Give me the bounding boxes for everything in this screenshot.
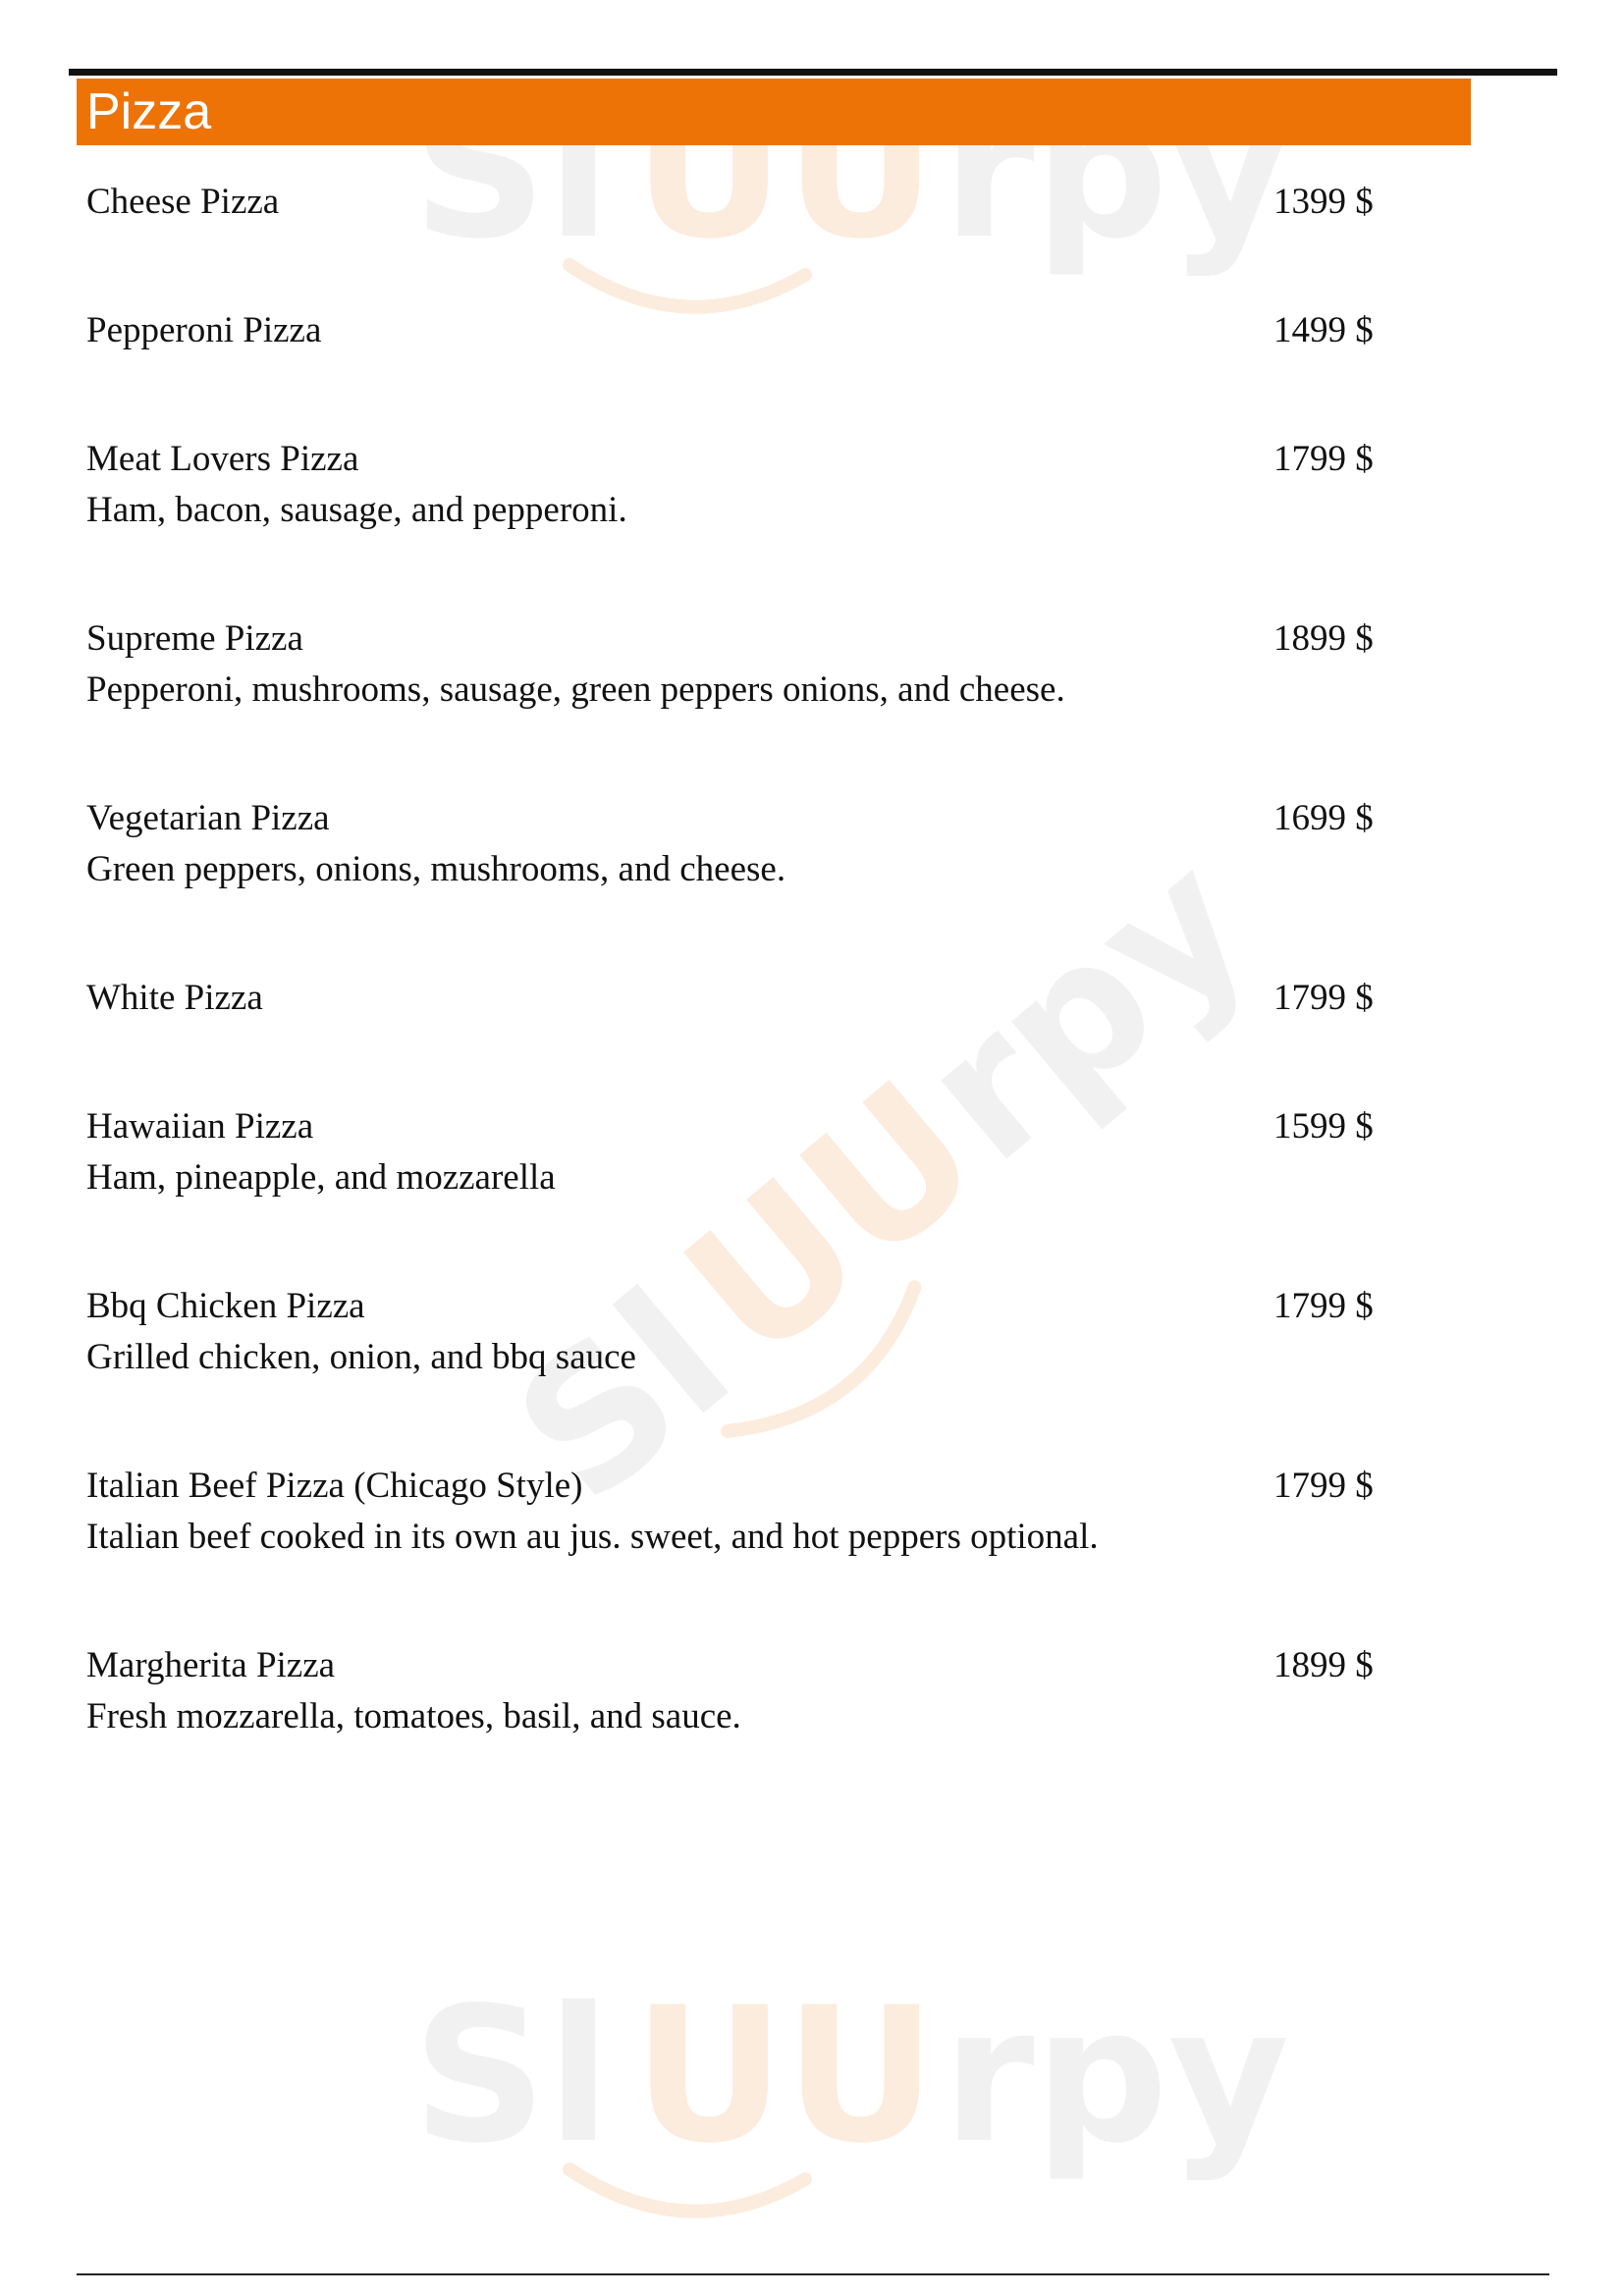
item-price: 1799 $ xyxy=(1273,439,1374,479)
item-description: Pepperoni, mushrooms, sausage, green peppers onions, and cheese. xyxy=(86,669,1065,710)
item-description: Ham, pineapple, and mozzarella xyxy=(86,1157,556,1198)
item-name: Pepperoni Pizza xyxy=(86,310,322,350)
item-price: 1799 $ xyxy=(1273,1286,1374,1326)
item-price: 1399 $ xyxy=(1273,182,1374,222)
item-name: Hawaiian Pizza xyxy=(86,1106,314,1147)
svg-text:UU: UU xyxy=(633,1967,937,2184)
item-price: 1499 $ xyxy=(1273,310,1374,350)
item-price: 1599 $ xyxy=(1273,1106,1374,1147)
item-name: Bbq Chicken Pizza xyxy=(86,1286,365,1326)
item-description: Fresh mozzarella, tomatoes, basil, and sauce. xyxy=(86,1696,741,1736)
section-header xyxy=(77,79,1471,145)
item-description: Grilled chicken, onion, and bbq sauce xyxy=(86,1337,636,1377)
item-name: Supreme Pizza xyxy=(86,618,303,659)
item-name: Italian Beef Pizza (Chicago Style) xyxy=(86,1466,583,1506)
bottom-divider xyxy=(77,2273,1549,2275)
top-divider xyxy=(69,69,1557,76)
svg-text:rpy: rpy xyxy=(943,63,1290,280)
svg-text:rpy: rpy xyxy=(943,1967,1290,2184)
item-description: Italian beef cooked in its own au jus. sweet, and hot peppers optional. xyxy=(86,1517,1099,1557)
item-name: Meat Lovers Pizza xyxy=(86,439,359,479)
item-price: 1799 $ xyxy=(1273,1466,1374,1506)
item-name: Vegetarian Pizza xyxy=(86,798,330,838)
svg-text:Sl: Sl xyxy=(477,1250,769,1544)
sluurpy-watermark-logo xyxy=(393,1953,1290,2248)
item-description: Green peppers, onions, mushrooms, and cheese. xyxy=(86,849,786,889)
svg-text:Sl: Sl xyxy=(412,1967,611,2184)
item-description: Ham, bacon, sausage, and pepperoni. xyxy=(86,490,627,530)
section-title: Pizza xyxy=(86,83,212,140)
item-price: 1899 $ xyxy=(1273,1645,1374,1685)
svg-text:UU: UU xyxy=(633,63,937,280)
svg-text:rpy: rpy xyxy=(883,813,1289,1203)
item-name: White Pizza xyxy=(86,978,263,1018)
item-price: 1899 $ xyxy=(1273,618,1374,659)
item-name: Cheese Pizza xyxy=(86,182,280,222)
item-price: 1799 $ xyxy=(1273,978,1374,1018)
svg-text:UU: UU xyxy=(646,1040,1018,1402)
item-price: 1699 $ xyxy=(1273,798,1374,838)
svg-text:Sl: Sl xyxy=(412,63,611,280)
item-name: Margherita Pizza xyxy=(86,1645,336,1685)
